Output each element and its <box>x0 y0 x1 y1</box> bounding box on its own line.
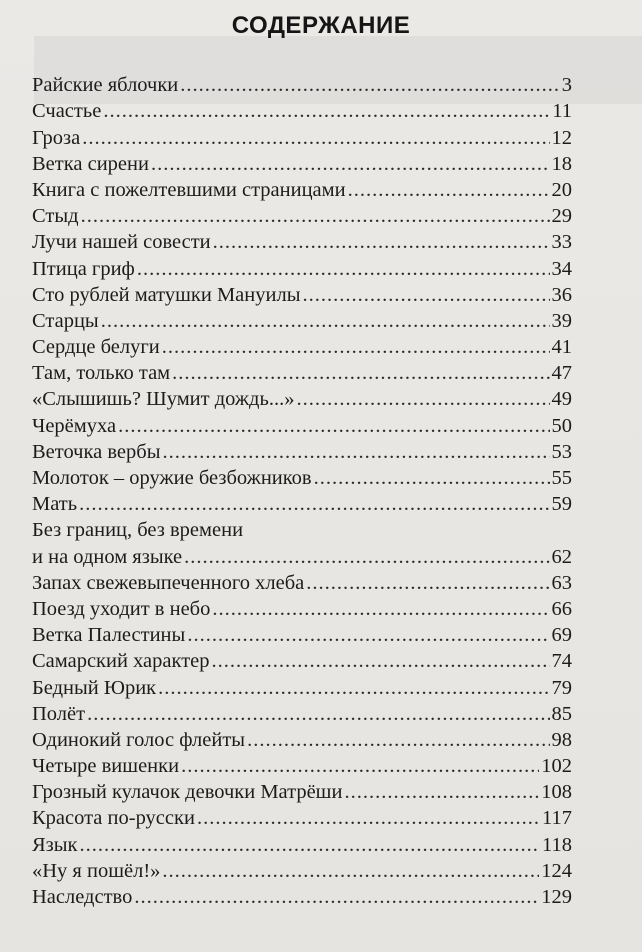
toc-entry-page: 20 <box>551 178 572 201</box>
toc-leader-dots <box>306 570 549 596</box>
toc-entry <box>32 203 572 229</box>
toc-entry-title: Гроза <box>32 126 81 149</box>
toc-leader-dots <box>247 727 549 753</box>
toc-entry <box>32 727 572 753</box>
toc-entry-page: 53 <box>551 440 572 463</box>
toc-entry-title: Грозный кулачок девочки Матрёши <box>32 781 343 804</box>
toc-entry-title: Книга с пожелтевшими страницами <box>32 178 346 201</box>
toc-leader-dots <box>162 439 549 465</box>
toc-leader-dots <box>82 125 549 151</box>
toc-entry <box>32 177 572 203</box>
toc-entry <box>32 858 572 884</box>
toc-entry-title: Ветка сирени <box>32 152 149 175</box>
toc-entry-page: 63 <box>551 571 572 594</box>
toc-entry-title: Наследство <box>32 886 133 908</box>
toc-entry-page: 36 <box>551 283 572 306</box>
toc-leader-dots <box>79 491 549 517</box>
toc-entry <box>32 648 572 674</box>
toc-entry <box>32 570 572 596</box>
toc-entry-page: 50 <box>551 414 572 437</box>
toc-leader-dots <box>197 805 540 831</box>
toc-leader-dots <box>103 98 550 124</box>
toc-entry-page: 118 <box>542 833 572 856</box>
toc-entry-page: 49 <box>551 388 572 411</box>
toc-entry <box>32 465 572 491</box>
toc-entry-title: Птица гриф <box>32 257 135 280</box>
toc-entry-page: 129 <box>541 886 572 908</box>
toc-entry-title: Старцы <box>32 309 99 332</box>
toc-leader-dots <box>137 256 550 282</box>
toc-entry <box>32 151 572 177</box>
toc-entry <box>32 831 572 857</box>
toc-entry-page: 66 <box>551 597 572 620</box>
toc-entry <box>32 124 572 150</box>
toc-entry-title: Сердце белуги <box>32 336 160 359</box>
toc-leader-dots <box>314 465 550 491</box>
toc-leader-dots <box>158 675 549 701</box>
toc-entry <box>32 439 572 465</box>
toc-leader-dots <box>81 203 550 229</box>
toc-entry-page: 12 <box>551 126 572 149</box>
toc-leader-dots <box>213 229 550 255</box>
toc-leader-dots <box>296 386 549 412</box>
toc-entry <box>32 596 572 622</box>
toc-entry <box>32 412 572 438</box>
toc-entry-title: Четыре вишенки <box>32 755 180 778</box>
toc-entry <box>32 701 572 727</box>
toc-entry-page: 34 <box>551 257 572 280</box>
toc-leader-dots <box>101 308 550 334</box>
toc-leader-dots <box>118 413 549 439</box>
toc-entry-page: 47 <box>551 362 572 385</box>
toc-entry-title: Одинокий голос флейты <box>32 728 246 751</box>
toc-entry-title: Полёт <box>32 702 86 725</box>
toc-leader-dots <box>302 282 549 308</box>
toc-entry <box>32 386 572 412</box>
toc-entry-title: Поезд уходит в небо <box>32 597 211 620</box>
toc-leader-dots <box>184 544 549 570</box>
toc-entry <box>32 282 572 308</box>
toc-entry-title: Счастье <box>32 100 102 123</box>
toc-entry <box>32 98 572 124</box>
toc-entry-title: и на одном языке <box>32 545 183 568</box>
toc-entry <box>32 517 572 543</box>
toc-entry-title: Райские яблочки <box>32 74 179 97</box>
toc-entry-page: 18 <box>551 152 572 175</box>
toc-leader-dots <box>180 72 559 98</box>
toc-entry-page: 39 <box>551 309 572 332</box>
toc-entry-page: 124 <box>541 859 572 882</box>
toc-leader-dots <box>348 177 550 203</box>
toc-entry <box>32 255 572 281</box>
toc-entry-title: Самарский характер <box>32 650 210 673</box>
toc-leader-dots <box>162 334 550 360</box>
toc-entry-title: Без границ, без времени <box>32 519 244 542</box>
toc-leader-dots <box>80 832 540 858</box>
page-title: СОДЕРЖАНИЕ <box>231 12 411 39</box>
toc-leader-dots <box>172 360 549 386</box>
toc-entry <box>32 543 572 569</box>
toc-entry-page: 41 <box>551 336 572 359</box>
toc-entry-page: 102 <box>541 755 572 778</box>
toc-entry <box>32 308 572 334</box>
toc-entry-page: 108 <box>541 781 572 804</box>
toc-entry <box>32 334 572 360</box>
toc-entry-page: 3 <box>561 74 572 97</box>
toc-entry <box>32 674 572 700</box>
toc-entry-title: «Ну я пошёл!» <box>32 859 161 882</box>
toc-leader-dots <box>181 753 539 779</box>
toc-entry <box>32 805 572 831</box>
table-of-contents <box>32 72 572 910</box>
toc-entry <box>32 491 572 517</box>
toc-leader-dots <box>162 858 539 884</box>
toc-entry <box>32 753 572 779</box>
toc-entry-title: Лучи нашей совести <box>32 231 211 254</box>
toc-entry-title: Запах свежевыпеченного хлеба <box>32 571 305 594</box>
toc-entry-title: Ветка Палестины <box>32 624 186 647</box>
toc-entry-page: 74 <box>551 650 572 673</box>
toc-entry-page: 33 <box>551 231 572 254</box>
toc-entry-title: Молоток – оружие безбожников <box>32 467 312 489</box>
toc-entry-page: 11 <box>552 100 572 123</box>
toc-entry-page: 59 <box>551 493 572 516</box>
toc-entry-title: Стыд <box>32 205 79 228</box>
toc-leader-dots <box>87 701 549 727</box>
toc-entry-title: «Слышишь? Шумит дождь...» <box>32 388 295 411</box>
toc-leader-dots <box>187 622 549 648</box>
toc-leader-dots <box>344 779 539 805</box>
toc-leader-dots <box>212 596 549 622</box>
toc-entry <box>32 360 572 386</box>
toc-entry-title: Черёмуха <box>32 414 117 437</box>
toc-entry-title: Сто рублей матушки Мануилы <box>32 283 301 306</box>
toc-entry <box>32 72 572 98</box>
toc-leader-dots <box>151 151 550 177</box>
toc-entry-page: 85 <box>551 702 572 725</box>
toc-entry-page: 79 <box>551 676 572 699</box>
toc-entry-page: 69 <box>551 624 572 647</box>
toc-entry <box>32 229 572 255</box>
toc-entry-page: 98 <box>551 728 572 751</box>
toc-entry-title: Веточка вербы <box>32 440 161 463</box>
toc-entry-title: Бедный Юрик <box>32 676 157 699</box>
toc-entry-title: Мать <box>32 493 78 516</box>
toc-entry-title: Красота по-русски <box>32 807 195 830</box>
toc-entry-title: Там, только там <box>32 362 171 385</box>
toc-leader-dots <box>212 648 550 674</box>
toc-entry <box>32 622 572 648</box>
toc-entry <box>32 884 572 910</box>
toc-entry <box>32 779 572 805</box>
toc-leader-dots <box>134 884 539 910</box>
toc-entry-page: 55 <box>551 467 572 489</box>
toc-entry-page: 29 <box>551 205 572 228</box>
toc-entry-page: 62 <box>551 545 572 568</box>
toc-entry-title: Язык <box>32 833 78 856</box>
toc-entry-page: 117 <box>542 807 572 830</box>
